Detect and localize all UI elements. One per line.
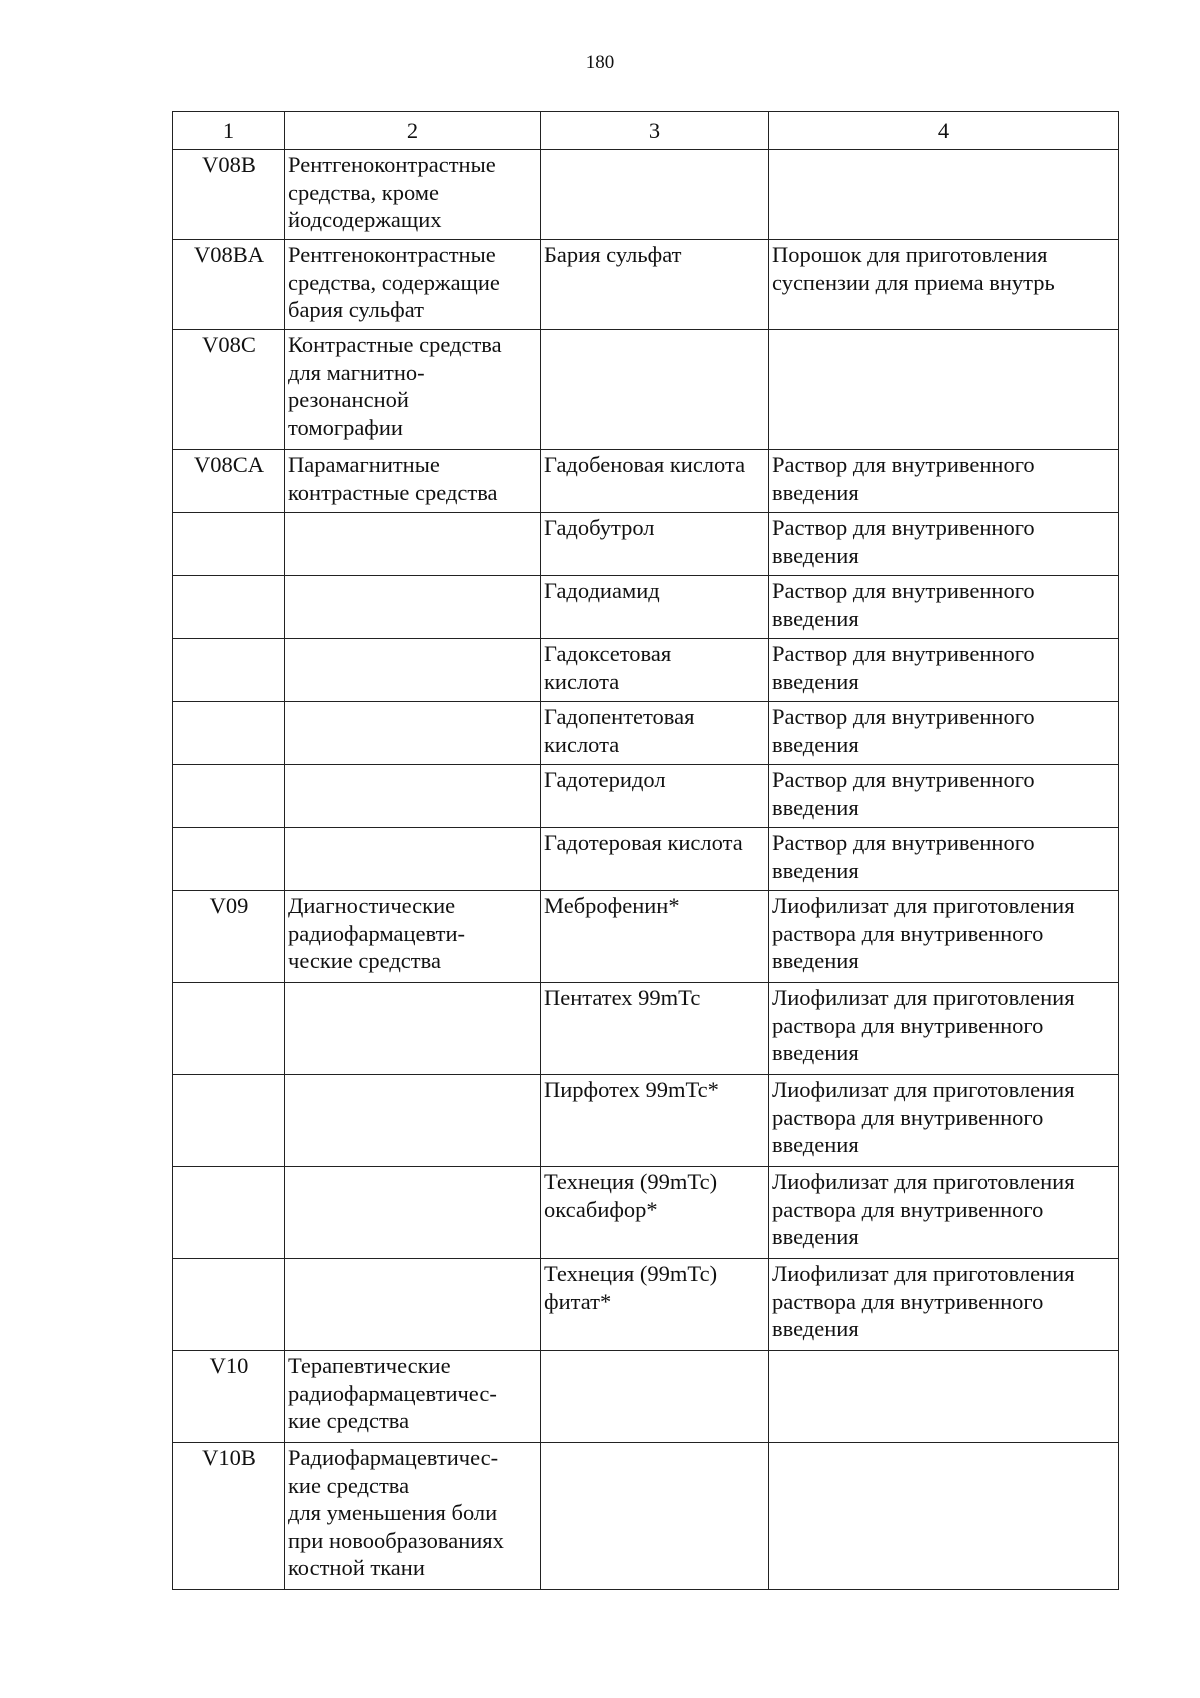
group-name-cell: [285, 1259, 541, 1351]
group-name-text: Парамагнитные контрастные средства: [288, 452, 498, 505]
atc-code-text: V09: [209, 893, 249, 918]
drug-name-text: Гадотеровая кислота: [544, 830, 743, 855]
table-row: [173, 1443, 1119, 1590]
drug-name-cell: [541, 1259, 769, 1351]
table-row: [173, 765, 1119, 828]
drug-name-cell: [541, 330, 769, 450]
dosage-form-cell: [769, 891, 1119, 983]
drug-name-cell: [541, 240, 769, 330]
atc-code-cell: [173, 1443, 285, 1590]
dosage-form-text: Лиофилизат для приготовления раствора для внутривенного введения: [772, 1077, 1075, 1157]
dosage-form-cell: [769, 702, 1119, 765]
dosage-form-cell: [769, 576, 1119, 639]
table-header-row: [173, 112, 1119, 150]
drug-name-text: Гадоксетовая кислота: [544, 641, 672, 694]
drug-name-cell: [541, 150, 769, 240]
table-row: [173, 330, 1119, 450]
drug-name-text: Гадодиамид: [544, 578, 660, 603]
table-row: [173, 576, 1119, 639]
table-row: [173, 983, 1119, 1075]
atc-code-cell: [173, 240, 285, 330]
table-row: [173, 891, 1119, 983]
dosage-form-text: Лиофилизат для приготовления раствора для внутривенного введения: [772, 893, 1075, 973]
drug-name-cell: [541, 1075, 769, 1167]
drug-name-cell: [541, 891, 769, 983]
dosage-form-text: Раствор для внутривенного введения: [772, 515, 1035, 568]
table-row: [173, 1167, 1119, 1259]
group-name-text: Рентгеноконтрастные средства, кроме йодсодержащих: [288, 152, 496, 232]
dosage-form-text: Раствор для внутривенного введения: [772, 452, 1035, 505]
group-name-text: Контрастные средства для магнитно- резонансной томографии: [288, 332, 502, 440]
group-name-text: Терапевтические радиофармацевтичес- кие средства: [288, 1353, 497, 1433]
drug-name-cell: [541, 765, 769, 828]
group-name-cell: [285, 450, 541, 513]
dosage-form-text: Лиофилизат для приготовления раствора для внутривенного введения: [772, 985, 1075, 1065]
drug-name-cell: [541, 1351, 769, 1443]
dosage-form-text: Раствор для внутривенного введения: [772, 704, 1035, 757]
group-name-cell: [285, 828, 541, 891]
atc-code-text: V08CA: [193, 452, 264, 477]
dosage-form-cell: [769, 983, 1119, 1075]
dosage-form-text: Раствор для внутривенного введения: [772, 578, 1035, 631]
drug-name-text: Гадопентетовая кислота: [544, 704, 695, 757]
atc-code-text: V08C: [202, 332, 256, 357]
table-row: [173, 1075, 1119, 1167]
table-row: [173, 513, 1119, 576]
drug-name-cell: [541, 639, 769, 702]
atc-code-cell: [173, 765, 285, 828]
header-col-2: 2: [285, 112, 541, 150]
atc-code-text: V10: [209, 1353, 249, 1378]
drug-name-text: Гадобутрол: [544, 515, 655, 540]
table-row: [173, 1351, 1119, 1443]
atc-code-cell: [173, 150, 285, 240]
group-name-cell: [285, 513, 541, 576]
group-name-cell: [285, 765, 541, 828]
dosage-form-cell: [769, 828, 1119, 891]
group-name-cell: [285, 150, 541, 240]
table-row: [173, 1259, 1119, 1351]
table-row: [173, 240, 1119, 330]
drug-name-text: Технеция (99mTc) фитат*: [544, 1261, 718, 1314]
atc-code-text: V08BA: [193, 242, 264, 267]
dosage-form-text: Порошок для приготовления суспензии для приема внутрь: [772, 242, 1055, 295]
drug-name-cell: [541, 450, 769, 513]
drug-table: [172, 111, 1119, 1590]
dosage-form-text: Раствор для внутривенного введения: [772, 767, 1035, 820]
table-row: [173, 639, 1119, 702]
atc-code-cell: [173, 576, 285, 639]
table-row: [173, 150, 1119, 240]
group-name-cell: [285, 1167, 541, 1259]
atc-code-cell: [173, 1075, 285, 1167]
table-row: [173, 450, 1119, 513]
drug-name-text: Гадотеридол: [544, 767, 666, 792]
header-col-3: 3: [541, 112, 769, 150]
atc-code-cell: [173, 639, 285, 702]
atc-code-cell: [173, 513, 285, 576]
drug-name-cell: [541, 828, 769, 891]
dosage-form-cell: [769, 330, 1119, 450]
atc-code-cell: [173, 330, 285, 450]
dosage-form-cell: [769, 450, 1119, 513]
group-name-text: Диагностические радиофармацевти- ческие средства: [288, 893, 465, 973]
table-row: [173, 828, 1119, 891]
dosage-form-cell: [769, 639, 1119, 702]
group-name-cell: [285, 1443, 541, 1590]
table-row: [173, 702, 1119, 765]
atc-code-cell: [173, 1351, 285, 1443]
dosage-form-text: Лиофилизат для приготовления раствора для внутривенного введения: [772, 1169, 1075, 1249]
drug-name-cell: [541, 576, 769, 639]
dosage-form-text: Раствор для внутривенного введения: [772, 641, 1035, 694]
group-name-cell: [285, 702, 541, 765]
dosage-form-cell: [769, 1075, 1119, 1167]
atc-code-cell: [173, 1167, 285, 1259]
dosage-form-cell: [769, 513, 1119, 576]
group-name-cell: [285, 330, 541, 450]
dosage-form-text: Раствор для внутривенного введения: [772, 830, 1035, 883]
drug-name-cell: [541, 1443, 769, 1590]
atc-code-cell: [173, 1259, 285, 1351]
dosage-form-cell: [769, 240, 1119, 330]
drug-name-cell: [541, 1167, 769, 1259]
dosage-form-cell: [769, 765, 1119, 828]
dosage-form-cell: [769, 1167, 1119, 1259]
dosage-form-text: Лиофилизат для приготовления раствора для внутривенного введения: [772, 1261, 1075, 1341]
atc-code-cell: [173, 891, 285, 983]
page-number: 180: [585, 52, 615, 73]
drug-name-text: Меброфенин*: [544, 893, 680, 918]
drug-name-text: Пирфотех 99mTc*: [544, 1077, 719, 1102]
atc-code-cell: [173, 828, 285, 891]
dosage-form-cell: [769, 1351, 1119, 1443]
atc-code-cell: [173, 702, 285, 765]
group-name-text: Радиофармацевтичес- кие средства для уменьшения боли при новообразованиях костной ткани: [288, 1445, 504, 1580]
group-name-cell: [285, 983, 541, 1075]
group-name-cell: [285, 1075, 541, 1167]
group-name-cell: [285, 576, 541, 639]
atc-code-text: V08B: [202, 152, 256, 177]
drug-name-text: Бария сульфат: [544, 242, 682, 267]
drug-name-cell: [541, 702, 769, 765]
atc-code-text: V10B: [202, 1445, 256, 1470]
drug-name-cell: [541, 513, 769, 576]
header-col-4: 4: [769, 112, 1119, 150]
group-name-cell: [285, 1351, 541, 1443]
group-name-text: Рентгеноконтрастные средства, содержащие бария сульфат: [288, 242, 500, 322]
group-name-cell: [285, 240, 541, 330]
group-name-cell: [285, 891, 541, 983]
drug-name-text: Технеция (99mTc) оксабифор*: [544, 1169, 718, 1222]
atc-code-cell: [173, 450, 285, 513]
drug-name-text: Гадобеновая кислота: [544, 452, 746, 477]
atc-code-cell: [173, 983, 285, 1075]
dosage-form-cell: [769, 1443, 1119, 1590]
dosage-form-cell: [769, 150, 1119, 240]
drug-name-text: Пентатех 99mTc: [544, 985, 701, 1010]
group-name-cell: [285, 639, 541, 702]
drug-name-cell: [541, 983, 769, 1075]
header-col-1: 1: [173, 112, 285, 150]
dosage-form-cell: [769, 1259, 1119, 1351]
